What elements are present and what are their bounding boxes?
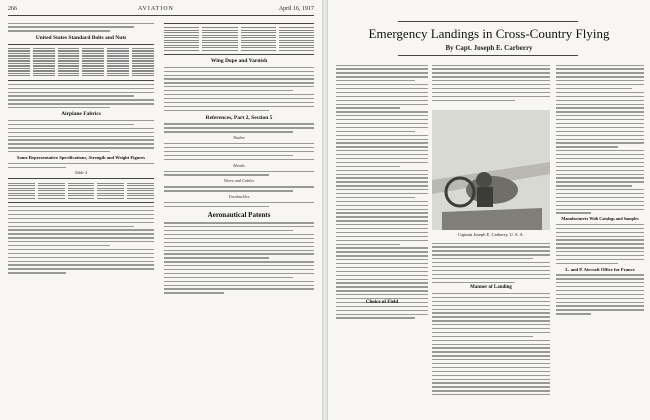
- airplane-fabrics-heading: Airplane Fabrics: [61, 111, 101, 118]
- page-number: 266: [8, 6, 17, 12]
- article-title: Emergency Landings in Cross-Country Flying: [368, 26, 610, 41]
- references-heading: References, Part 2, Section 5: [205, 114, 273, 121]
- article-column-1: [336, 62, 428, 414]
- table-caption: Table 5: [74, 170, 88, 176]
- specifications-table: [8, 178, 154, 203]
- issue-date: April 16, 1917: [278, 6, 314, 12]
- title-rule-bottom: [398, 55, 578, 56]
- aeronautical-patents-heading: Aeronautical Patents: [207, 211, 271, 220]
- pilot-photo: [432, 110, 550, 230]
- specifications-heading: Some Representative Specifications, Strength and Weight Figures: [16, 155, 146, 161]
- left-page-header: [8, 6, 314, 16]
- right-page: [328, 0, 650, 420]
- title-rule-top: [398, 21, 578, 22]
- wing-dope-heading: Wing Dope and Varnish: [210, 58, 268, 65]
- photo-caption: Captain Joseph E. Carberry, U. S. A.: [458, 232, 524, 237]
- left-page-column-2: [164, 20, 314, 415]
- article-column-2-top: [432, 62, 550, 108]
- weights-table: [164, 23, 314, 55]
- left-page: [0, 0, 322, 420]
- left-page-column-1: [8, 20, 154, 415]
- manufacturers-subhead: Manufacturers With Catalogs and Samples: [561, 216, 639, 222]
- choice-of-field-subhead: Choice of Field: [365, 300, 399, 305]
- article-byline: By Capt. Joseph E. Carberry: [445, 44, 533, 52]
- reference-subhead-metals: Metals: [233, 162, 245, 168]
- reference-subhead-wires-and-cables: Wires and Cables: [223, 178, 255, 184]
- bolts-table-heading: United States Standard Bolts and Nuts: [35, 34, 127, 41]
- bolts-table: [8, 44, 154, 81]
- reference-subhead-turnbuckles: Turnbuckles: [228, 194, 250, 200]
- airplane-photo-graphic: [432, 110, 550, 230]
- article-column-2-bottom: [432, 240, 550, 414]
- manner-of-landing-subhead: Manner of Landing: [470, 285, 512, 291]
- article-column-3: [556, 62, 644, 414]
- l-and-p-subhead: L. and P. Aircraft Office for France: [565, 266, 635, 272]
- reference-subhead-timber: Timber: [232, 135, 246, 141]
- running-head: AVIATION: [138, 6, 174, 12]
